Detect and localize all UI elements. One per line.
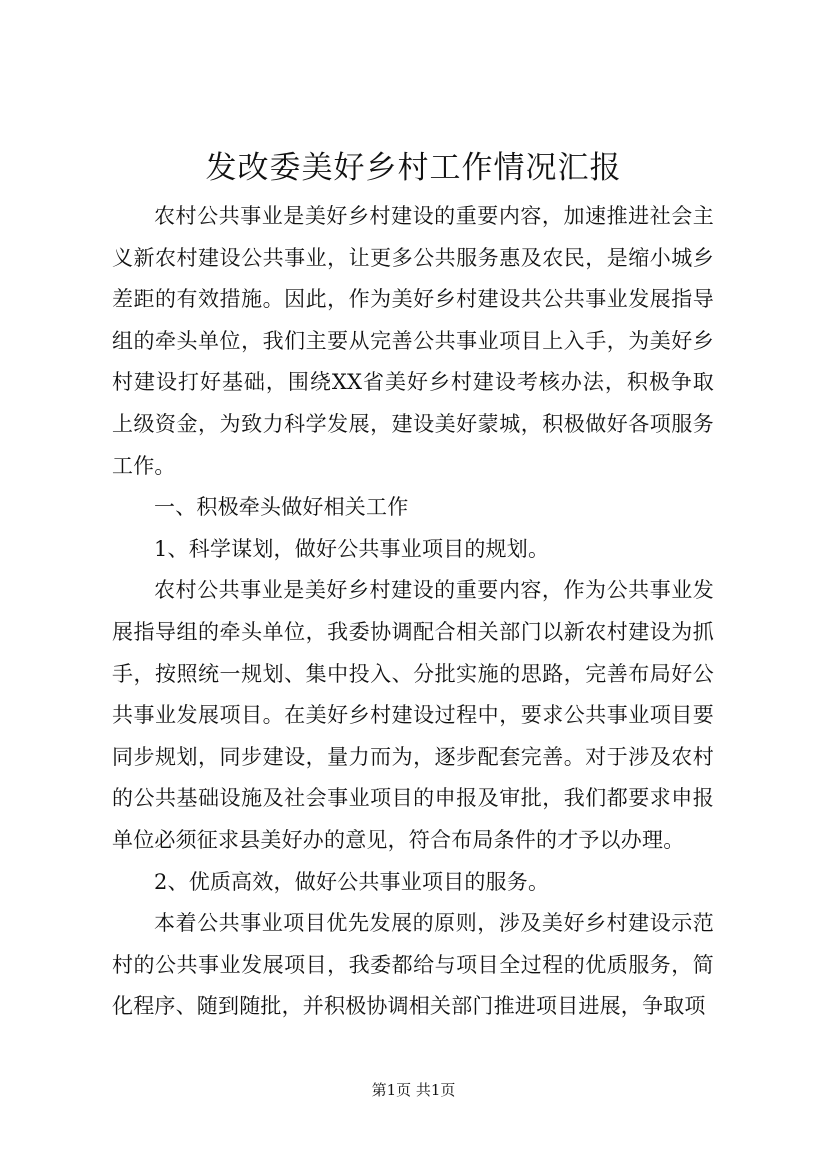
subsection-heading-1: 1、科学谋划，做好公共事业项目的规划。: [154, 536, 550, 561]
section-heading-1: 一、积极牵头做好相关工作: [154, 495, 409, 520]
document-body: [112, 196, 714, 1028]
paragraph-intro: 农村公共事业是美好乡村建设的重要内容，加速推进社会主义新农村建设公共事业，让更多公共服务惠及农民，是缩小城乡差距的有效措施。因此，作为美好乡村建设共公共事业发展指导组的牵头单位，我们主要从完善公共事业项目上入手，为美好乡村建设打好基础，围绕XX省美好乡村建设考核办法，积极争取上级资金，为致力科学发展，建设美好蒙城，积极做好各项服务工作。: [112, 204, 714, 478]
document-title: 发改委美好乡村工作情况汇报: [205, 150, 622, 186]
page-number-footer: 第1页 共1页: [371, 1081, 456, 1099]
paragraph-service: 本着公共事业项目优先发展的原则，涉及美好乡村建设示范村的公共事业发展项目，我委都给与项目全过程的优质服务，简化程序、随到随批，并积极协调相关部门推进项目进展，争取项: [112, 911, 714, 1019]
paragraph-planning: 农村公共事业是美好乡村建设的重要内容，作为公共事业发展指导组的牵头单位，我委协调配合相关部门以新农村建设为抓手，按照统一规划、集中投入、分批实施的思路，完善布局好公共事业发展项目。在美好乡村建设过程中，要求公共事业项目要同步规划，同步建设，量力而为，逐步配套完善。对于涉及农村的公共基础设施及社会事业项目的申报及审批，我们都要求申报单位必须征求县美好办的意见，符合布局条件的才予以办理。: [112, 578, 714, 852]
subsection-heading-2: 2、优质高效，做好公共事业项目的服务。: [154, 869, 550, 894]
